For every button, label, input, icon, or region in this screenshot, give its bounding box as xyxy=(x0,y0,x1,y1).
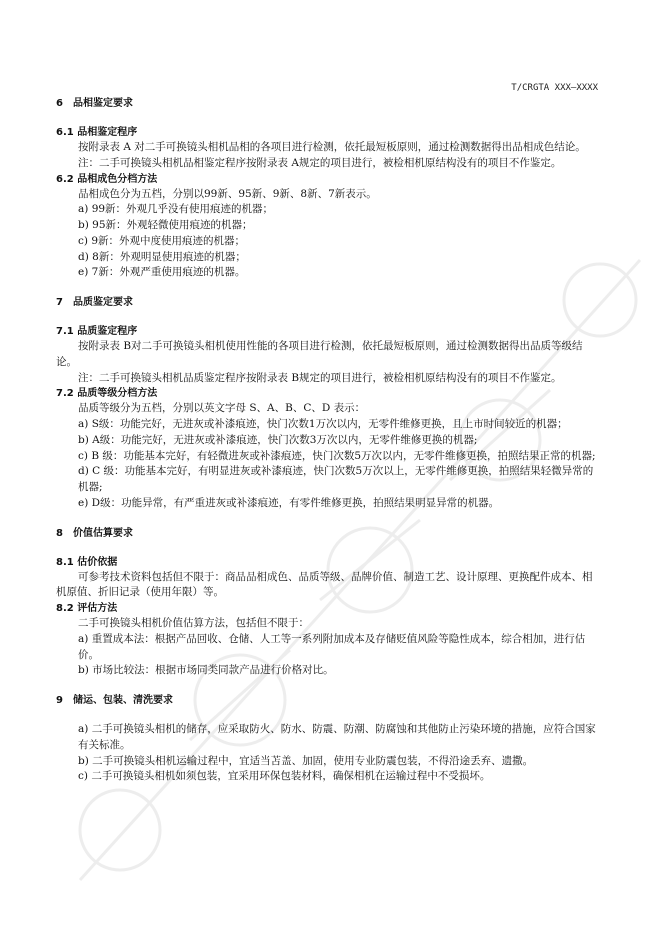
list-item: e) 7新：外观严重使用痕迹的机器。 xyxy=(78,266,246,279)
list-item: a) 重置成本法：根据产品回收、仓储、人工等一系列附加成本及存储贬值风险等隐性成本，综合相加，进行估价。 xyxy=(78,632,586,661)
list-item: c) 二手可换镜头相机如须包装，宜采用环保包装材料，确保相机在运输过程中不受损坏。 xyxy=(78,770,491,783)
list-item: b) 市场比较法：根据市场同类同款产品进行价格对比。 xyxy=(78,664,334,677)
subsection-heading: 8.2 评估方法 xyxy=(56,603,118,614)
subsection-heading: 8.1 估价依据 xyxy=(56,556,118,568)
section-heading: 6 品相鉴定要求 xyxy=(56,98,133,109)
section-heading: 8 价值估算要求 xyxy=(56,527,133,539)
paragraph: 品相成色分为五档，分别以99新、95新、9新、8新、7新表示。 xyxy=(78,187,377,200)
paragraph: 品质等级分为五档，分别以英文字母 S、A、B、C、D 表示： xyxy=(78,402,366,415)
list-item: d) 8新：外观明显使用痕迹的机器； xyxy=(78,250,246,263)
paragraph: 可参考技术资料包括但不限于：商品品相成色、品质等级、品牌价值、制造工艺、设计原理、更换配件成本、相机原值、折旧记录（使用年限）等。 xyxy=(56,570,593,599)
list-item: a) S级：功能完好，无进灰或补漆痕迹，快门次数1万次以内，无零件维修更换，且上市时间较近的机器； xyxy=(78,418,568,430)
list-item: b) 二手可换镜头相机运输过程中，宜适当苫盖、加固，使用专业防震包装，不得沿途丢弃、遗撒。 xyxy=(78,754,534,767)
subsection-heading: 6.2 品相成色分档方法 xyxy=(56,173,158,185)
list-item: c) B 级：功能基本完好，有轻微进灰或补漆痕迹，快门次数5万次以内，无零件维修更换，拍照结果正常的机器; xyxy=(78,449,596,462)
note: 注：二手可换镜头相机品质鉴定程序按附录表 B规定的项目进行，被检相机原结构没有的项目不作鉴定。 xyxy=(78,371,562,384)
list-item: a) 99新：外观几乎没有使用痕迹的机器； xyxy=(78,203,274,216)
list-item: d) C 级：功能基本完好，有明显进灰或补漆痕迹，快门次数5万次以上，无零件维修更换，拍照结果轻微异常的机器; xyxy=(78,465,594,493)
list-item: e) D级：功能异常，有严重进灰或补漆痕迹，有零件维修更换，拍照结果明显异常的机器。 xyxy=(78,496,500,509)
document-code: T/CRGTA XXX—XXXX xyxy=(511,83,598,93)
list-item: b) A级：功能完好，无进灰或补漆痕迹，快门次数3万次以内，无零件维修更换的机器; xyxy=(78,433,478,446)
subsection-heading: 7.2 品质等级分档方法 xyxy=(56,388,158,400)
list-item: c) 9新：外观中度使用痕迹的机器； xyxy=(78,234,245,247)
list-item: a) 二手可换镜头相机的储存，应采取防火、防水、防震、防潮、防腐蚀和其他防止污染环境的措施，应符合国家有关标准。 xyxy=(78,723,596,751)
section-heading: 9 储运、包装、清洗要求 xyxy=(56,695,173,706)
subsection-heading: 6.1 品相鉴定程序 xyxy=(56,127,138,138)
paragraph: 二手可换镜头相机价值估算方法，包括但不限于： xyxy=(78,617,309,629)
paragraph: 按附录表 A 对二手可换镜头相机品相的各项目进行检测，依托最短板原则，通过检测数据得出品相成色结论。 xyxy=(78,141,586,153)
section-heading: 7 品质鉴定要求 xyxy=(56,297,133,308)
document-body xyxy=(56,96,602,785)
subsection-heading: 7.1 品质鉴定程序 xyxy=(56,326,138,337)
paragraph: 按附录表 B对二手可换镜头相机使用性能的各项目进行检测，依托最短板原则，通过检测数据得出品质等级结论。 xyxy=(56,340,583,368)
note: 注：二手可换镜头相机品相鉴定程序按附录表 A规定的项目进行，被检相机原结构没有的项目不作鉴定。 xyxy=(78,156,562,169)
list-item: b) 95新：外观轻微使用痕迹的机器； xyxy=(78,219,253,231)
